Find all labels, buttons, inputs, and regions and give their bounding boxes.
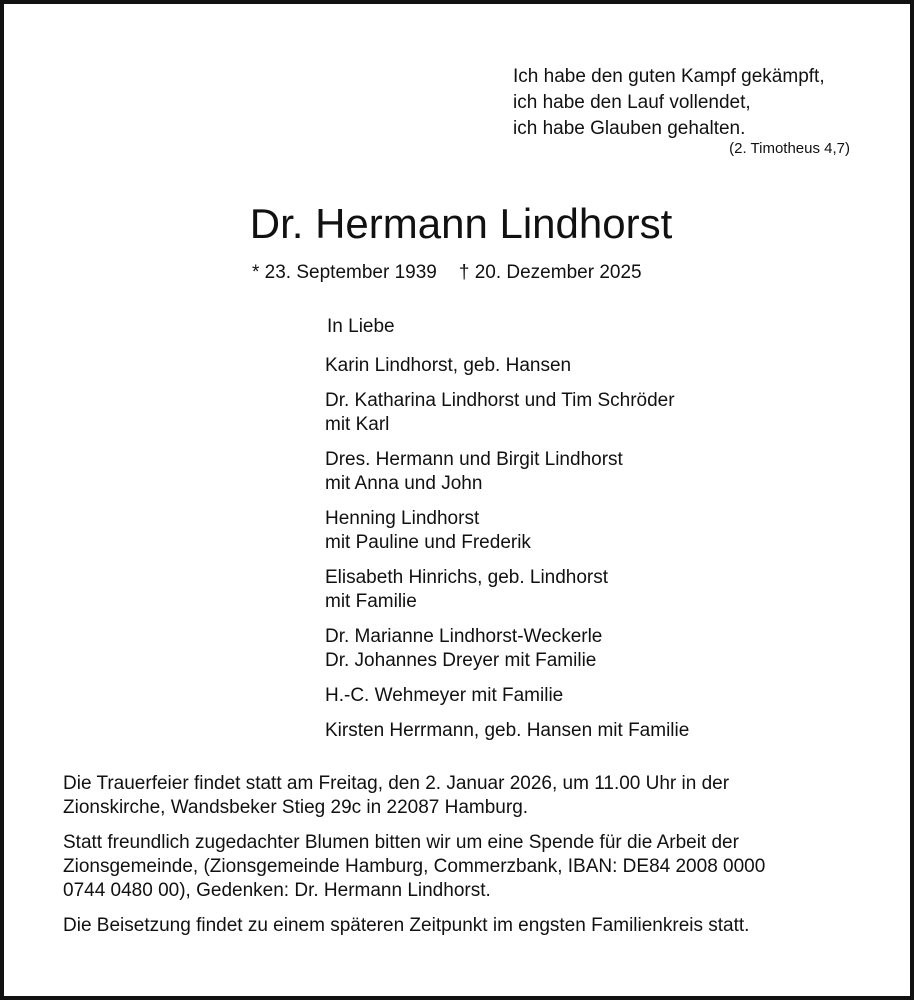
mourner-line: mit Karl <box>325 414 390 435</box>
mourner-entry <box>325 684 689 708</box>
notice-line: 0744 0480 00), Gedenken: Dr. Hermann Lindhorst. <box>63 880 491 901</box>
mourner-line: Dres. Hermann und Birgit Lindhorst <box>325 449 623 470</box>
mourner-entry <box>325 354 689 378</box>
mourner-line: Dr. Johannes Dreyer mit Familie <box>325 650 597 671</box>
mourner-entry <box>325 389 689 437</box>
deceased-name: Dr. Hermann Lindhorst <box>249 200 673 247</box>
mourner-line: mit Familie <box>325 591 417 612</box>
quote-line: ich habe Glauben gehalten. <box>513 118 746 139</box>
mourner-line: Karin Lindhorst, geb. Hansen <box>325 355 572 376</box>
quote-line: ich habe den Lauf vollendet, <box>513 92 751 113</box>
mourner-entry <box>325 507 689 555</box>
notice-line: Statt freundlich zugedachter Blumen bitten wir um eine Spende für die Arbeit der <box>63 832 739 853</box>
mourner-line: Dr. Katharina Lindhorst und Tim Schröder <box>325 390 675 411</box>
notice-line: Zionsgemeinde, (Zionsgemeinde Hamburg, Commerzbank, IBAN: DE84 2008 0000 <box>63 856 766 877</box>
quote-source: (2. Timotheus 4,7) <box>729 140 850 157</box>
mourner-line: H.-C. Wehmeyer mit Familie <box>325 685 564 706</box>
mourner-line: Dr. Marianne Lindhorst-Weckerle <box>325 626 603 647</box>
mourners-list <box>325 354 689 754</box>
mourner-entry <box>325 448 689 496</box>
death-date: † 20. Dezember 2025 <box>458 262 642 283</box>
mourner-line: Henning Lindhorst <box>325 508 480 529</box>
funeral-notice <box>63 772 863 820</box>
in-liebe-heading: In Liebe <box>327 316 395 337</box>
quote-line: Ich habe den guten Kampf gekämpft, <box>513 66 825 87</box>
burial-notice <box>63 914 863 938</box>
life-dates <box>252 260 642 286</box>
mourner-line: Elisabeth Hinrichs, geb. Lindhorst <box>325 567 609 588</box>
bible-quote <box>513 64 825 142</box>
mourner-line: Kirsten Herrmann, geb. Hansen mit Familie <box>325 720 690 741</box>
notice-line: Zionskirche, Wandsbeker Stieg 29c in 22087 Hamburg. <box>63 797 529 818</box>
mourner-entry <box>325 719 689 743</box>
notice-line: Die Beisetzung findet zu einem späteren Zeitpunkt im engsten Familienkreis statt. <box>63 915 750 936</box>
mourner-line: mit Pauline und Frederik <box>325 532 531 553</box>
mourner-entry <box>325 566 689 614</box>
mourner-entry <box>325 625 689 673</box>
mourner-line: mit Anna und John <box>325 473 483 494</box>
donation-notice <box>63 831 863 903</box>
notices <box>63 772 863 949</box>
birth-date: * 23. September 1939 <box>252 262 437 283</box>
notice-line: Die Trauerfeier findet statt am Freitag, den 2. Januar 2026, um 11.00 Uhr in der <box>63 773 730 794</box>
